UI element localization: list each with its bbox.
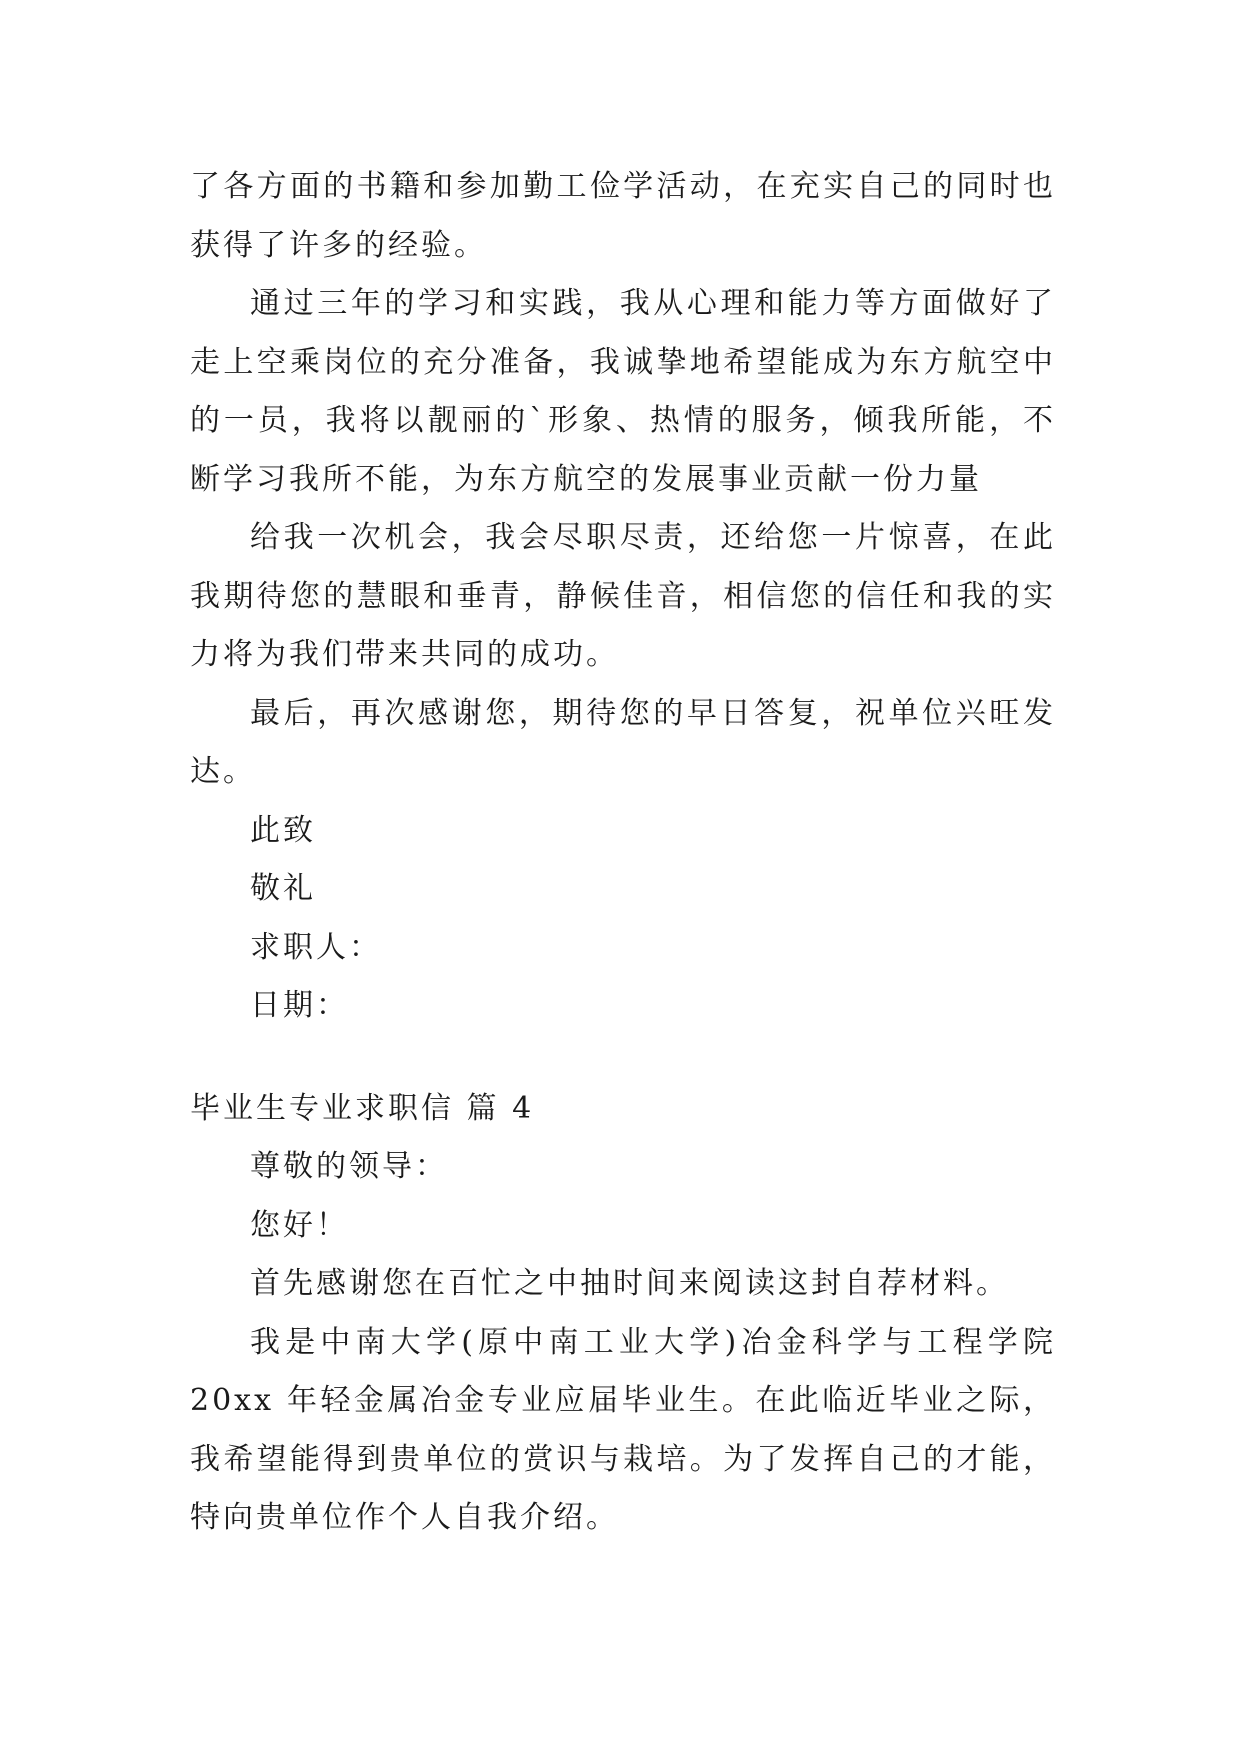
date-label: 日期：	[250, 988, 349, 1023]
salutation-cizhi: 此致	[250, 812, 316, 848]
salutation-jingli: 敬礼	[250, 871, 316, 906]
greeting: 尊敬的领导：	[250, 1149, 448, 1184]
paragraph-intro: 我是中南大学(原中南工业大学)冶金科学与工程学院 20xx 年轻金属冶金专业应届毕业生。在此临近毕业之际，我希望能得到贵单位的赏识与栽培。为了发挥自己的才能，特向贵单位作个人自我介绍。	[190, 1324, 1056, 1535]
paragraph-chance: 给我一次机会，我会尽职尽责，还给您一片惊喜，在此我期待您的慧眼和垂青，静候佳音，相信您的信任和我的实力将为我们带来共同的成功。	[190, 520, 1056, 672]
paragraph-closing: 最后，再次感谢您，期待您的早日答复，祝单位兴旺发达。	[190, 695, 1056, 789]
section-title: 毕业生专业求职信 篇 4	[190, 1090, 535, 1126]
document-body	[190, 158, 1056, 1548]
paragraph-continuation: 了各方面的书籍和参加勤工俭学活动，在充实自己的同时也获得了许多的经验。	[190, 169, 1056, 263]
applicant-label: 求职人：	[250, 929, 382, 965]
paragraph-thanks: 首先感谢您在百忙之中抽时间来阅读这封自荐材料。	[250, 1266, 1009, 1301]
paragraph-preparation: 通过三年的学习和实践，我从心理和能力等方面做好了走上空乘岗位的充分准备，我诚挚地希望能成为东方航空中的一员，我将以靓丽的`形象、热情的服务，倾我所能，不断学习我所不能，为东方航空的发展事业贡献一份力量	[190, 286, 1056, 497]
hello-line: 您好！	[250, 1207, 349, 1243]
